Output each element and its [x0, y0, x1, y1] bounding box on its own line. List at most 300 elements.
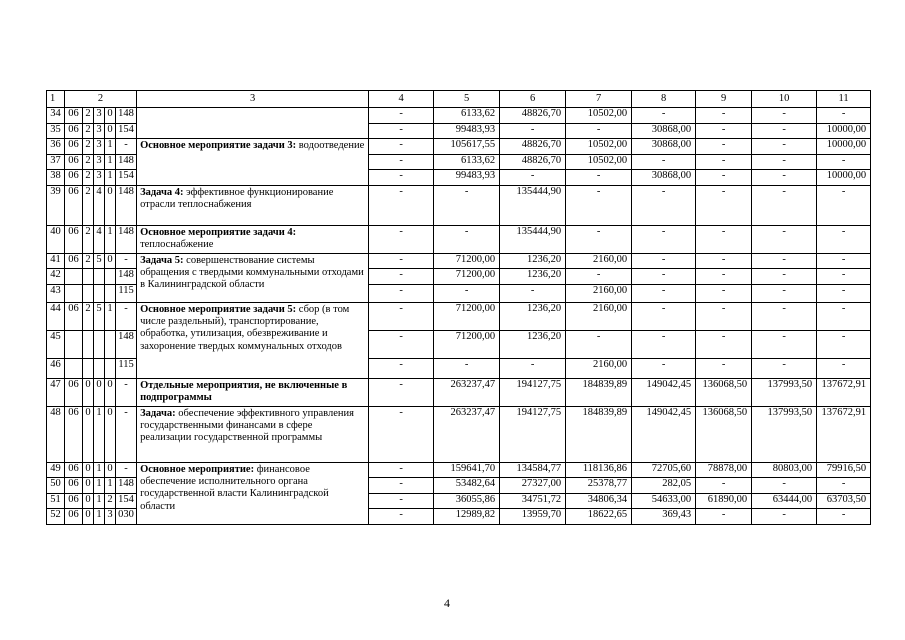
- value-cell: -: [752, 358, 817, 378]
- value-cell: -: [817, 302, 871, 330]
- code-cell: 3: [94, 108, 105, 124]
- row-number-cell: 51: [47, 493, 65, 509]
- value-cell: 1236,20: [500, 330, 566, 358]
- code-cell: 2: [83, 123, 94, 139]
- description-text: водоотведение: [296, 140, 365, 151]
- value-cell: 99483,93: [434, 170, 500, 186]
- value-cell: -: [369, 123, 434, 139]
- code-cell: [105, 269, 116, 285]
- value-cell: 30868,00: [632, 170, 696, 186]
- code-cell: [65, 330, 83, 358]
- code-cell: 1: [105, 302, 116, 330]
- code-cell: -: [116, 378, 137, 406]
- value-cell: -: [817, 108, 871, 124]
- code-cell: 0: [105, 462, 116, 478]
- code-cell: 2: [105, 493, 116, 509]
- code-cell: 0: [83, 406, 94, 462]
- value-cell: 137993,50: [752, 406, 817, 462]
- value-cell: 54633,00: [632, 493, 696, 509]
- value-cell: -: [696, 509, 752, 525]
- value-cell: -: [752, 170, 817, 186]
- value-cell: 263237,47: [434, 406, 500, 462]
- row-number-cell: 42: [47, 269, 65, 285]
- code-cell: 2: [83, 302, 94, 330]
- row-number-cell: 37: [47, 154, 65, 170]
- description-bold: Задача:: [140, 407, 176, 419]
- code-cell: 1: [105, 154, 116, 170]
- value-cell: -: [369, 253, 434, 269]
- header-cell: 9: [696, 91, 752, 108]
- value-cell: 80803,00: [752, 462, 817, 478]
- value-cell: 135444,90: [500, 225, 566, 253]
- code-cell: 154: [116, 493, 137, 509]
- row-number-cell: 50: [47, 478, 65, 494]
- value-cell: 30868,00: [632, 139, 696, 155]
- description-bold: Задача 4:: [140, 186, 184, 198]
- description-text: финансовое обеспечение исполнительного органа государственной власти Калининградской области: [140, 463, 329, 512]
- code-cell: 115: [116, 358, 137, 378]
- value-cell: -: [500, 170, 566, 186]
- value-cell: -: [752, 284, 817, 302]
- value-cell: -: [632, 330, 696, 358]
- description-cell: [137, 139, 369, 186]
- code-cell: 0: [105, 108, 116, 124]
- code-cell: 030: [116, 509, 137, 525]
- code-cell: 06: [65, 170, 83, 186]
- value-cell: -: [632, 253, 696, 269]
- value-cell: -: [752, 108, 817, 124]
- code-cell: 148: [116, 330, 137, 358]
- code-cell: -: [116, 462, 137, 478]
- code-cell: 2: [83, 170, 94, 186]
- code-cell: 3: [94, 154, 105, 170]
- value-cell: 36055,86: [434, 493, 500, 509]
- code-cell: 1: [94, 493, 105, 509]
- value-cell: -: [817, 330, 871, 358]
- description-cell: [137, 108, 369, 139]
- code-cell: 2: [83, 154, 94, 170]
- description-bold: Основное мероприятие задачи 5:: [140, 303, 297, 315]
- code-cell: 148: [116, 108, 137, 124]
- row-number-cell: 52: [47, 509, 65, 525]
- value-cell: 135444,90: [500, 185, 566, 225]
- value-cell: -: [500, 123, 566, 139]
- value-cell: -: [369, 378, 434, 406]
- value-cell: 72705,60: [632, 462, 696, 478]
- value-cell: -: [500, 358, 566, 378]
- code-cell: [65, 284, 83, 302]
- description-text: теплоснабжение: [140, 238, 214, 250]
- value-cell: -: [369, 462, 434, 478]
- code-cell: 4: [94, 185, 105, 225]
- code-cell: 0: [105, 406, 116, 462]
- code-cell: -: [116, 302, 137, 330]
- value-cell: -: [696, 358, 752, 378]
- value-cell: 99483,93: [434, 123, 500, 139]
- code-cell: 2: [83, 108, 94, 124]
- value-cell: -: [696, 330, 752, 358]
- value-cell: -: [369, 509, 434, 525]
- table-row: [47, 462, 871, 478]
- code-cell: 0: [83, 493, 94, 509]
- value-cell: -: [632, 358, 696, 378]
- code-cell: -: [116, 253, 137, 269]
- code-cell: 2: [83, 225, 94, 253]
- value-cell: 6133,62: [434, 154, 500, 170]
- code-cell: 0: [83, 378, 94, 406]
- row-number-cell: 45: [47, 330, 65, 358]
- budget-table: [46, 90, 871, 525]
- code-cell: 06: [65, 493, 83, 509]
- header-cell: 7: [566, 91, 632, 108]
- row-number-cell: 46: [47, 358, 65, 378]
- code-cell: 0: [83, 509, 94, 525]
- value-cell: -: [434, 185, 500, 225]
- value-cell: 61890,00: [696, 493, 752, 509]
- value-cell: -: [632, 225, 696, 253]
- description-cell: [137, 225, 369, 253]
- value-cell: -: [752, 154, 817, 170]
- row-number-cell: 36: [47, 139, 65, 155]
- value-cell: 136068,50: [696, 378, 752, 406]
- code-cell: 154: [116, 123, 137, 139]
- value-cell: 30868,00: [632, 123, 696, 139]
- description-cell: [137, 406, 369, 462]
- row-number-cell: 43: [47, 284, 65, 302]
- table-row: [47, 185, 871, 225]
- code-cell: 1: [94, 509, 105, 525]
- code-cell: 0: [83, 462, 94, 478]
- value-cell: 71200,00: [434, 302, 500, 330]
- value-cell: 10502,00: [566, 154, 632, 170]
- value-cell: 63703,50: [817, 493, 871, 509]
- code-cell: 1: [94, 478, 105, 494]
- value-cell: -: [434, 284, 500, 302]
- value-cell: 48826,70: [500, 139, 566, 155]
- value-cell: 10000,00: [817, 123, 871, 139]
- code-cell: 148: [116, 185, 137, 225]
- value-cell: 2160,00: [566, 302, 632, 330]
- value-cell: 48826,70: [500, 108, 566, 124]
- value-cell: -: [566, 170, 632, 186]
- header-cell: 10: [752, 91, 817, 108]
- value-cell: -: [369, 358, 434, 378]
- table-row: [47, 108, 871, 124]
- value-cell: -: [817, 185, 871, 225]
- code-cell: [94, 330, 105, 358]
- value-cell: 184839,89: [566, 378, 632, 406]
- code-cell: 0: [105, 123, 116, 139]
- code-cell: 06: [65, 378, 83, 406]
- description-text: совершенствование системы обращения с твердыми коммунальными отходами в Калининградской области: [140, 254, 364, 291]
- code-cell: 3: [94, 123, 105, 139]
- row-number-cell: 38: [47, 170, 65, 186]
- value-cell: -: [817, 284, 871, 302]
- value-cell: 194127,75: [500, 406, 566, 462]
- description-text: эффективное функционирование отрасли теплоснабжения: [140, 186, 334, 210]
- value-cell: 149042,45: [632, 406, 696, 462]
- row-number-cell: 44: [47, 302, 65, 330]
- value-cell: 1236,20: [500, 269, 566, 285]
- value-cell: 2160,00: [566, 284, 632, 302]
- value-cell: 137993,50: [752, 378, 817, 406]
- code-cell: 148: [116, 154, 137, 170]
- value-cell: -: [752, 478, 817, 494]
- value-cell: 48826,70: [500, 154, 566, 170]
- code-cell: 5: [94, 302, 105, 330]
- code-cell: 0: [105, 185, 116, 225]
- header-row: [47, 91, 871, 108]
- code-cell: 0: [105, 253, 116, 269]
- code-cell: [105, 284, 116, 302]
- value-cell: -: [566, 269, 632, 285]
- value-cell: 71200,00: [434, 269, 500, 285]
- code-cell: [83, 358, 94, 378]
- code-cell: 2: [83, 185, 94, 225]
- value-cell: -: [566, 330, 632, 358]
- value-cell: -: [632, 302, 696, 330]
- value-cell: 136068,50: [696, 406, 752, 462]
- value-cell: -: [566, 225, 632, 253]
- row-number-cell: 47: [47, 378, 65, 406]
- value-cell: -: [696, 253, 752, 269]
- value-cell: -: [369, 185, 434, 225]
- header-cell: 4: [369, 91, 434, 108]
- value-cell: -: [696, 225, 752, 253]
- value-cell: 10502,00: [566, 139, 632, 155]
- description-cell: [137, 302, 369, 378]
- code-cell: [94, 269, 105, 285]
- value-cell: -: [369, 330, 434, 358]
- description-cell: [137, 378, 369, 406]
- code-cell: 06: [65, 478, 83, 494]
- code-cell: 06: [65, 225, 83, 253]
- code-cell: [65, 269, 83, 285]
- value-cell: -: [752, 185, 817, 225]
- value-cell: 25378,77: [566, 478, 632, 494]
- value-cell: 263237,47: [434, 378, 500, 406]
- row-number-cell: 49: [47, 462, 65, 478]
- code-cell: 148: [116, 478, 137, 494]
- table-row: [47, 302, 871, 330]
- value-cell: -: [696, 154, 752, 170]
- value-cell: -: [434, 225, 500, 253]
- value-cell: -: [369, 269, 434, 285]
- row-number-cell: 34: [47, 108, 65, 124]
- value-cell: -: [817, 509, 871, 525]
- value-cell: -: [752, 123, 817, 139]
- code-cell: 06: [65, 253, 83, 269]
- value-cell: 184839,89: [566, 406, 632, 462]
- value-cell: -: [752, 330, 817, 358]
- value-cell: -: [817, 225, 871, 253]
- value-cell: -: [817, 358, 871, 378]
- value-cell: 118136,86: [566, 462, 632, 478]
- value-cell: 149042,45: [632, 378, 696, 406]
- value-cell: 27327,00: [500, 478, 566, 494]
- row-number-cell: 48: [47, 406, 65, 462]
- value-cell: -: [696, 185, 752, 225]
- code-cell: [94, 284, 105, 302]
- table-row: [47, 406, 871, 462]
- value-cell: -: [696, 170, 752, 186]
- header-cell: 5: [434, 91, 500, 108]
- header-cell: 8: [632, 91, 696, 108]
- value-cell: -: [817, 253, 871, 269]
- value-cell: -: [696, 123, 752, 139]
- description-bold: Основное мероприятие задачи 4:: [140, 226, 297, 238]
- value-cell: -: [369, 493, 434, 509]
- value-cell: -: [369, 406, 434, 462]
- code-cell: [83, 330, 94, 358]
- header-cell: 1: [47, 91, 65, 108]
- value-cell: -: [632, 185, 696, 225]
- code-cell: 1: [94, 462, 105, 478]
- code-cell: 06: [65, 108, 83, 124]
- code-cell: 06: [65, 123, 83, 139]
- value-cell: -: [696, 302, 752, 330]
- code-cell: 115: [116, 284, 137, 302]
- value-cell: 2160,00: [566, 358, 632, 378]
- code-cell: 1: [105, 225, 116, 253]
- code-cell: [65, 358, 83, 378]
- table-row: [47, 139, 871, 155]
- value-cell: 10502,00: [566, 108, 632, 124]
- description-bold: Задача 5:: [140, 254, 184, 266]
- value-cell: -: [369, 154, 434, 170]
- value-cell: -: [500, 284, 566, 302]
- table-row: [47, 225, 871, 253]
- value-cell: -: [696, 269, 752, 285]
- value-cell: 12989,82: [434, 509, 500, 525]
- description-bold: Основное мероприятие:: [140, 463, 255, 475]
- code-cell: 06: [65, 139, 83, 155]
- row-number-cell: 40: [47, 225, 65, 253]
- code-cell: 0: [105, 378, 116, 406]
- header-cell: 6: [500, 91, 566, 108]
- code-cell: 154: [116, 170, 137, 186]
- code-cell: 5: [94, 253, 105, 269]
- value-cell: -: [752, 253, 817, 269]
- code-cell: 1: [105, 478, 116, 494]
- code-cell: 0: [94, 378, 105, 406]
- code-cell: [83, 284, 94, 302]
- value-cell: 10000,00: [817, 139, 871, 155]
- value-cell: -: [752, 139, 817, 155]
- value-cell: -: [434, 358, 500, 378]
- row-number-cell: 39: [47, 185, 65, 225]
- code-cell: [105, 358, 116, 378]
- description-bold: Основное мероприятие задачи 3:: [140, 140, 297, 151]
- value-cell: -: [817, 478, 871, 494]
- value-cell: 71200,00: [434, 330, 500, 358]
- value-cell: -: [696, 139, 752, 155]
- code-cell: 06: [65, 462, 83, 478]
- value-cell: -: [632, 269, 696, 285]
- row-number-cell: 41: [47, 253, 65, 269]
- value-cell: -: [817, 269, 871, 285]
- value-cell: 159641,70: [434, 462, 500, 478]
- code-cell: -: [116, 406, 137, 462]
- header-cell: 3: [137, 91, 369, 108]
- row-number-cell: 35: [47, 123, 65, 139]
- header-cell: 11: [817, 91, 871, 108]
- table-row: [47, 378, 871, 406]
- value-cell: 13959,70: [500, 509, 566, 525]
- code-cell: 148: [116, 225, 137, 253]
- value-cell: -: [566, 123, 632, 139]
- value-cell: 1236,20: [500, 302, 566, 330]
- value-cell: -: [369, 302, 434, 330]
- value-cell: 369,43: [632, 509, 696, 525]
- header-cell: 2: [65, 91, 137, 108]
- code-cell: 0: [83, 478, 94, 494]
- table-row: [47, 253, 871, 269]
- description-text: обеспечение эффективного управления государственными финансами в сфере реализации государственной программы: [140, 407, 354, 444]
- value-cell: 18622,65: [566, 509, 632, 525]
- value-cell: -: [369, 478, 434, 494]
- value-cell: 137672,91: [817, 378, 871, 406]
- value-cell: -: [369, 108, 434, 124]
- value-cell: -: [817, 154, 871, 170]
- code-cell: 06: [65, 509, 83, 525]
- description-text: сбор (в том числе раздельный), транспортирование, обработка, утилизация, обезвреживание и захоронение твердых коммунальных отходов: [140, 303, 350, 352]
- value-cell: -: [752, 302, 817, 330]
- code-cell: -: [116, 139, 137, 155]
- code-cell: 06: [65, 406, 83, 462]
- code-cell: 4: [94, 225, 105, 253]
- code-cell: 1: [94, 406, 105, 462]
- value-cell: -: [632, 284, 696, 302]
- code-cell: 06: [65, 154, 83, 170]
- code-cell: 3: [94, 139, 105, 155]
- value-cell: 134584,77: [500, 462, 566, 478]
- value-cell: -: [566, 185, 632, 225]
- value-cell: 194127,75: [500, 378, 566, 406]
- value-cell: 34806,34: [566, 493, 632, 509]
- code-cell: [94, 358, 105, 378]
- value-cell: 63444,00: [752, 493, 817, 509]
- value-cell: -: [752, 509, 817, 525]
- value-cell: -: [369, 139, 434, 155]
- code-cell: 06: [65, 302, 83, 330]
- code-cell: [105, 330, 116, 358]
- code-cell: 06: [65, 185, 83, 225]
- description-cell: [137, 185, 369, 225]
- description-bold: Отдельные мероприятия, не включенные в подпрограммы: [140, 379, 348, 403]
- value-cell: -: [369, 284, 434, 302]
- value-cell: -: [632, 154, 696, 170]
- value-cell: 6133,62: [434, 108, 500, 124]
- value-cell: -: [696, 284, 752, 302]
- code-cell: 3: [94, 170, 105, 186]
- code-cell: 1: [105, 170, 116, 186]
- value-cell: 2160,00: [566, 253, 632, 269]
- code-cell: 3: [105, 509, 116, 525]
- code-cell: 148: [116, 269, 137, 285]
- value-cell: -: [369, 225, 434, 253]
- value-cell: 79916,50: [817, 462, 871, 478]
- code-cell: 2: [83, 253, 94, 269]
- value-cell: 78878,00: [696, 462, 752, 478]
- code-cell: 1: [105, 139, 116, 155]
- value-cell: -: [752, 269, 817, 285]
- description-cell: [137, 462, 369, 524]
- value-cell: -: [696, 478, 752, 494]
- value-cell: 105617,55: [434, 139, 500, 155]
- value-cell: 1236,20: [500, 253, 566, 269]
- code-cell: 2: [83, 139, 94, 155]
